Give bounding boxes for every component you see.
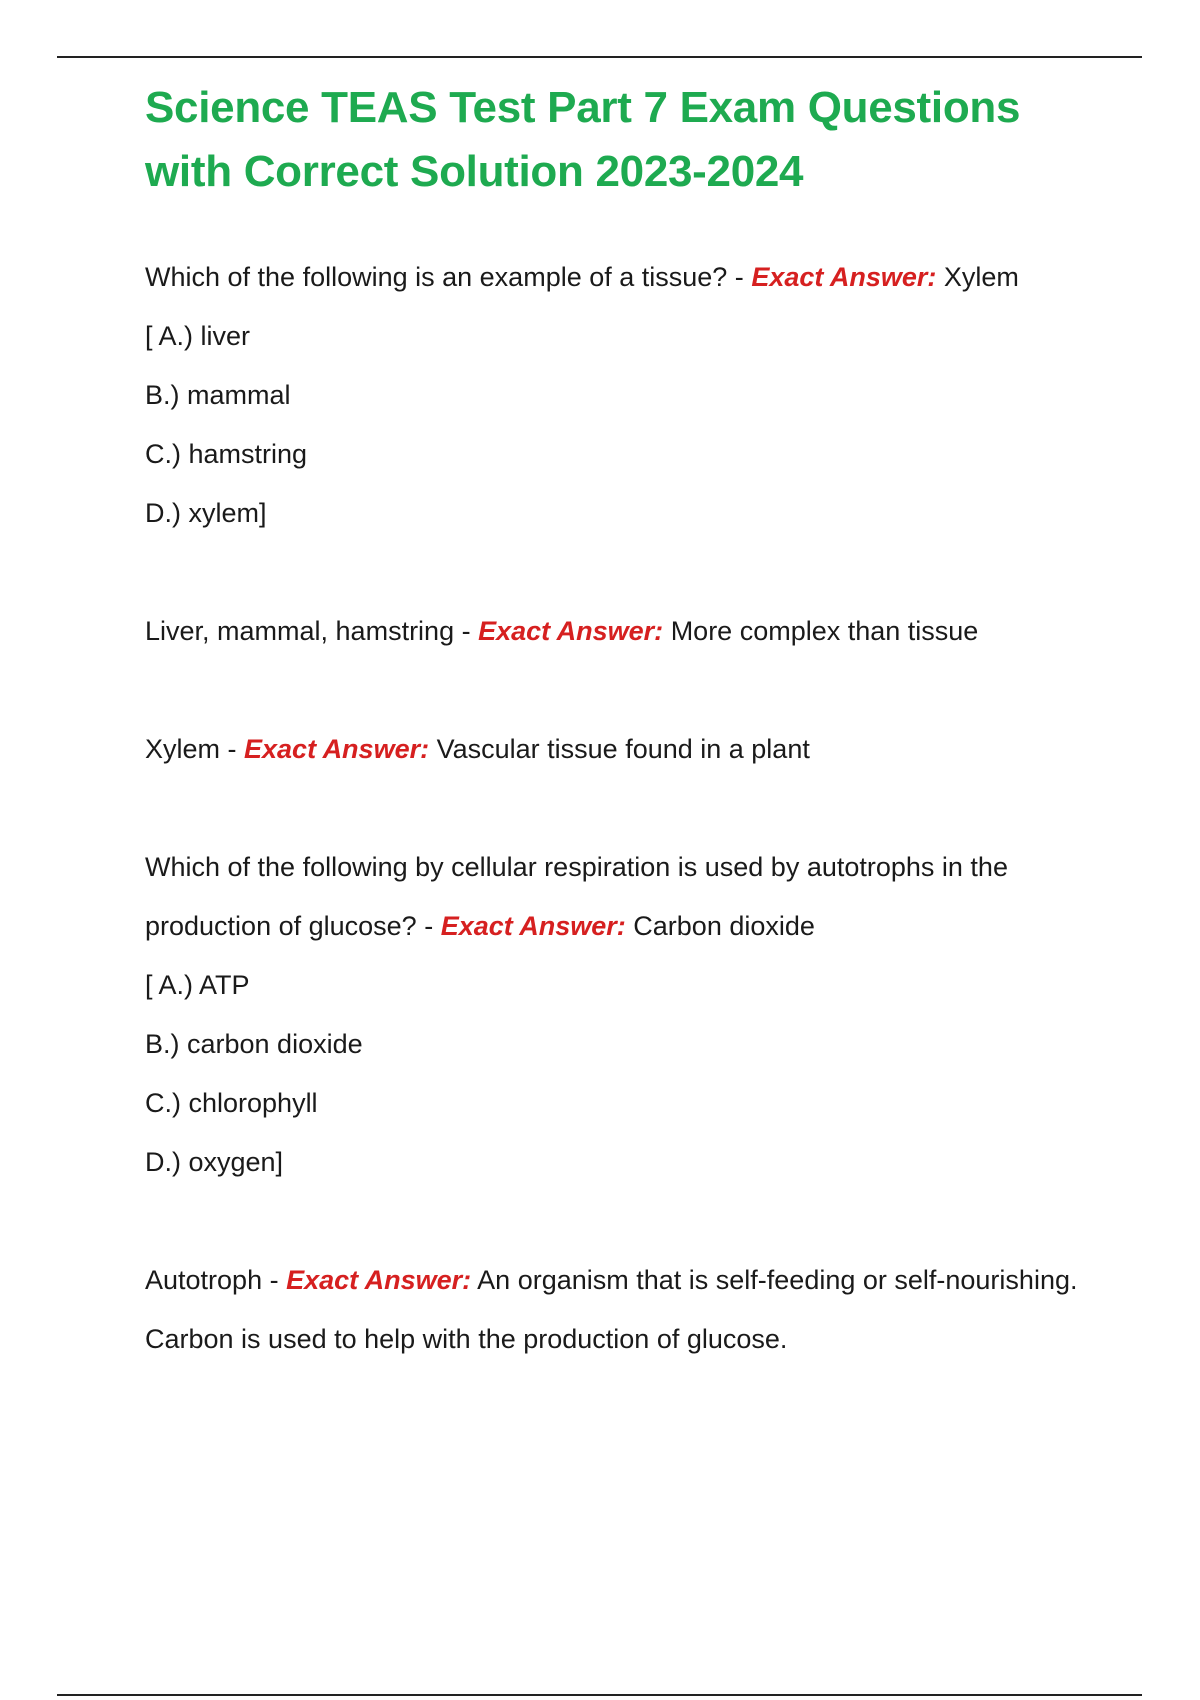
option-b: B.) mammal: [145, 380, 291, 410]
answer-label: Exact Answer:: [286, 1265, 472, 1295]
question-text: Liver, mammal, hamstring -: [145, 616, 479, 646]
option-a: [ A.) ATP: [145, 970, 250, 1000]
document-title: Science TEAS Test Part 7 Exam Questions with Correct Solution 2023-2024: [145, 83, 1021, 196]
answer-label: Exact Answer:: [440, 911, 626, 941]
question-line: [145, 1251, 1105, 1369]
question-line: [145, 248, 1105, 307]
qa-item-4: [145, 838, 1105, 1192]
option-c: C.) chlorophyll: [145, 1088, 318, 1118]
question-line: [145, 838, 1105, 956]
question-line: [145, 720, 1105, 779]
option-c: C.) hamstring: [145, 439, 308, 469]
answer-label: Exact Answer:: [244, 734, 430, 764]
answer-text: Carbon dioxide: [633, 911, 815, 941]
question-text: Autotroph -: [145, 1265, 287, 1295]
question-text: Which of the following by cellular respiration is used by autotrophs in the production of glucose? -: [145, 852, 1008, 941]
top-rule: [57, 56, 1142, 58]
answer-label: Exact Answer:: [751, 262, 937, 292]
option-d: D.) oxygen]: [145, 1147, 284, 1177]
document-body: [145, 76, 1105, 1369]
qa-item-1: [145, 248, 1105, 543]
qa-item-2: [145, 602, 1105, 661]
option-b: B.) carbon dioxide: [145, 1029, 363, 1059]
answer-text: Xylem: [943, 262, 1019, 292]
answer-text: Vascular tissue found in a plant: [436, 734, 810, 764]
qa-item-5: [145, 1251, 1105, 1369]
question-text: Which of the following is an example of a tissue? -: [145, 262, 752, 292]
bottom-rule: [57, 1694, 1142, 1696]
qa-item-3: [145, 720, 1105, 779]
answer-text: An organism that is self-feeding or self-nourishing. Carbon is used to help with the production of glucose.: [145, 1265, 1078, 1354]
question-text: Xylem -: [145, 734, 245, 764]
answer-label: Exact Answer:: [478, 616, 664, 646]
option-a: [ A.) liver: [145, 321, 251, 351]
answer-text: More complex than tissue: [670, 616, 979, 646]
option-d: D.) xylem]: [145, 498, 267, 528]
question-line: [145, 602, 1105, 661]
